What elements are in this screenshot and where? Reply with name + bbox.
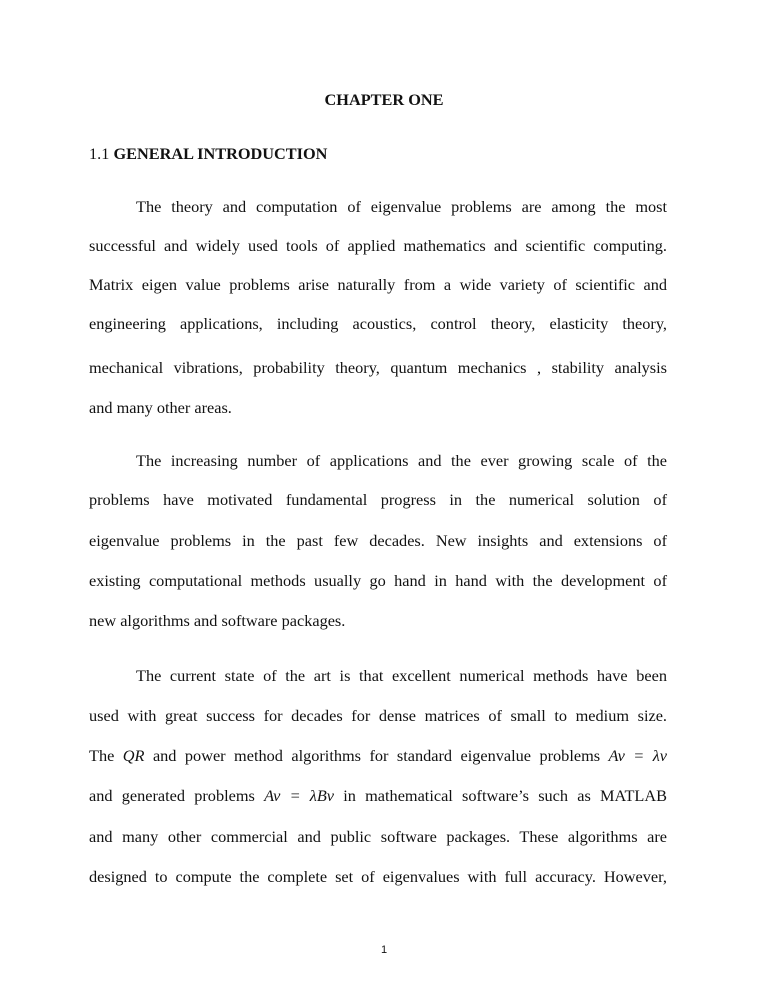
math-expression: Av = λBv <box>264 786 335 805</box>
text-run: and generated problems <box>89 786 265 805</box>
text-run: mechanical vibrations, probability theory, quantum mechanics , stability analysis <box>89 358 667 377</box>
text-run: successful and widely used tools of applied mathematics and scientific computing. <box>89 236 667 255</box>
text-run: Matrix eigen value problems arise naturally from a wide variety of scientific and <box>89 275 667 294</box>
text-line <box>89 867 667 887</box>
section-number: 1.1 <box>89 144 110 163</box>
page-number: 1 <box>380 944 388 956</box>
text-line <box>89 827 667 847</box>
text-line <box>89 611 667 631</box>
text-run: The increasing number of applications and the ever growing scale of the <box>136 451 667 470</box>
text-line <box>136 666 667 686</box>
text-line <box>89 786 667 806</box>
text-line <box>89 358 667 378</box>
text-line <box>89 706 667 726</box>
text-line <box>89 571 667 591</box>
text-run: used with great success for decades for dense matrices of small to medium size. <box>89 706 667 725</box>
text-line <box>136 451 667 471</box>
text-line <box>89 490 667 510</box>
math-expression: QR <box>122 746 145 765</box>
text-line <box>89 236 667 256</box>
section-heading <box>89 144 327 164</box>
text-run: The theory and computation of eigenvalue problems are among the most <box>136 197 667 216</box>
text-run: The current state of the art is that excellent numerical methods have been <box>136 666 667 685</box>
text-run: eigenvalue problems in the past few decades. New insights and extensions of <box>89 531 667 550</box>
text-line <box>89 531 667 551</box>
section-title: GENERAL INTRODUCTION <box>113 144 328 163</box>
text-run: new algorithms and software packages. <box>89 611 346 630</box>
text-line <box>89 275 667 295</box>
chapter-title: CHAPTER ONE <box>324 90 444 109</box>
text-line <box>136 197 667 217</box>
text-run: existing computational methods usually go hand in hand with the development of <box>89 571 667 590</box>
text-run: and many other commercial and public software packages. These algorithms are <box>89 827 667 846</box>
text-line <box>89 398 667 418</box>
math-expression: Av = λv <box>608 746 667 765</box>
text-line <box>89 746 667 766</box>
text-run: and power method algorithms for standard eigenvalue problems <box>144 746 609 765</box>
text-run: The <box>89 746 123 765</box>
text-run: and many other areas. <box>89 398 232 417</box>
text-run: engineering applications, including acoustics, control theory, elasticity theory, <box>89 314 667 333</box>
text-run: designed to compute the complete set of eigenvalues with full accuracy. However, <box>89 867 667 886</box>
text-run: in mathematical software’s such as MATLAB <box>334 786 667 805</box>
text-run: problems have motivated fundamental progress in the numerical solution of <box>89 490 667 509</box>
text-line <box>89 314 667 334</box>
